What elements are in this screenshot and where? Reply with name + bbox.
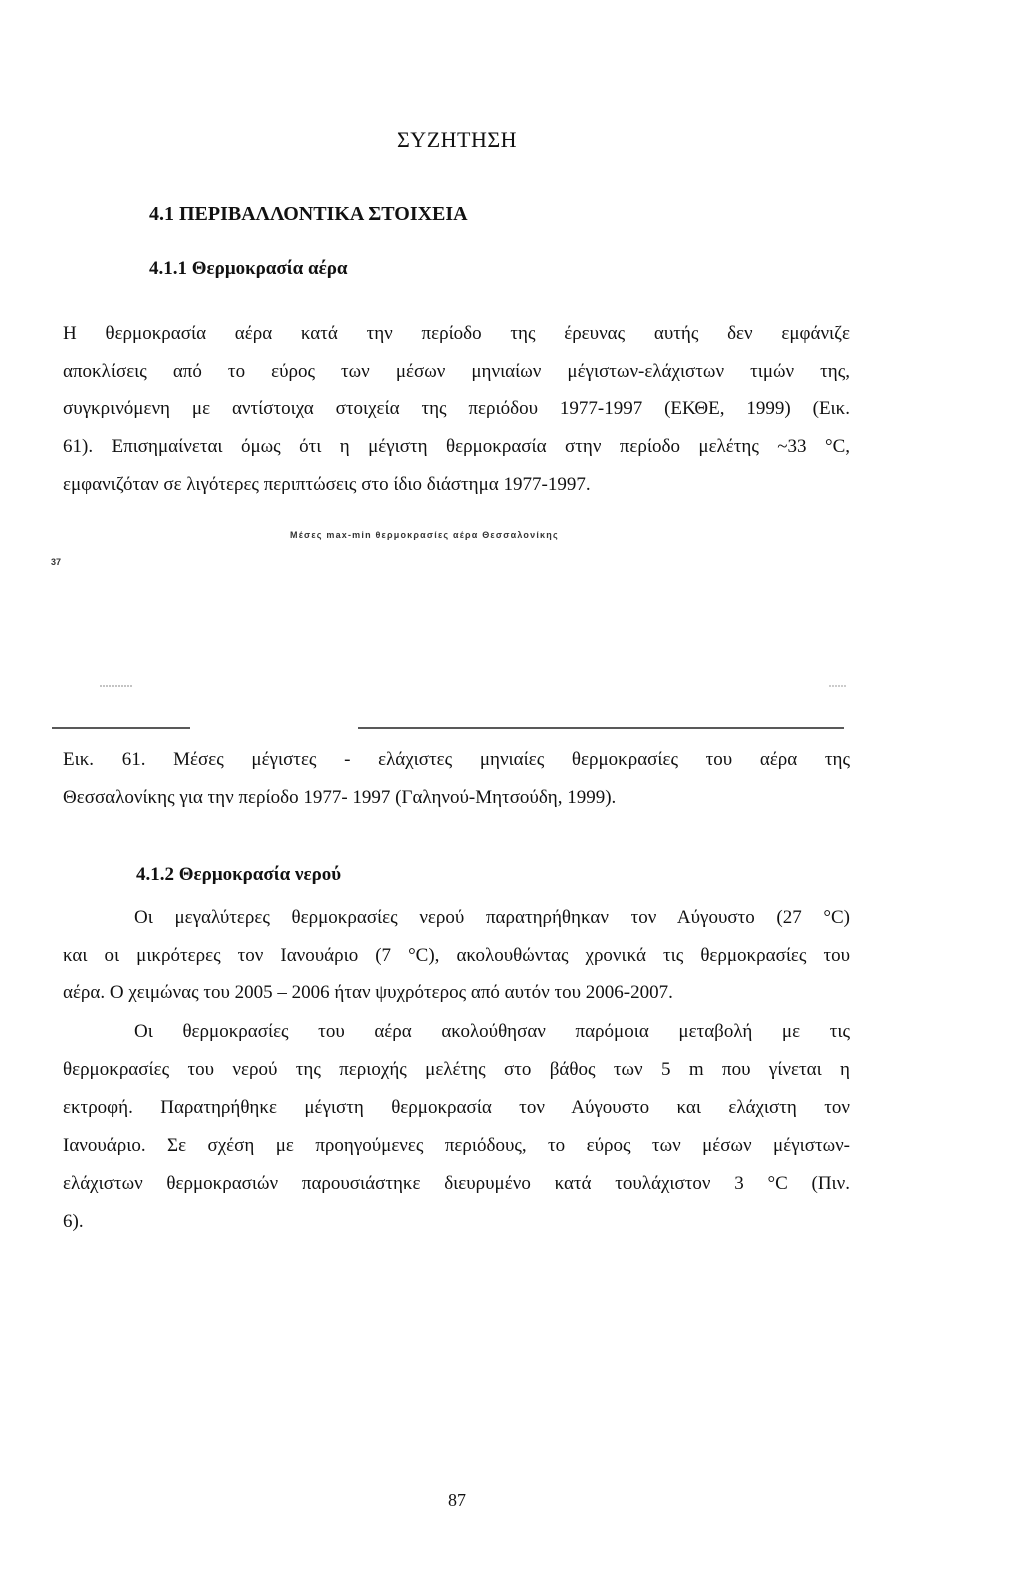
paragraph-3-line-5: ελάχιστων θερμοκρασιών παρουσιάστηκε διευρυμένο κατά τουλάχιστον 3 °C (Πιν.: [63, 1173, 850, 1194]
paragraph-3-line-6: 6).: [63, 1211, 84, 1232]
subsection-heading-4-1-1: 4.1.1 Θερμοκρασία αέρα: [149, 258, 348, 279]
figure-caption-line-2: Θεσσαλονίκης για την περίοδο 1977- 1997 (Γαληνού-Μητσούδη, 1999).: [63, 787, 617, 808]
paragraph-1-line-4: 61). Επισημαίνεται όμως ότι η μέγιστη θερμοκρασία στην περίοδο μελέτης ~33 °C,: [63, 436, 850, 457]
paragraph-3-line-4: Ιανουάριο. Σε σχέση με προηγούμενες περιόδους, το εύρος των μέσων μέγιστων-: [63, 1135, 850, 1156]
paragraph-1-line-5: εμφανιζόταν σε λιγότερες περιπτώσεις στο ίδιο διάστημα 1977-1997.: [63, 474, 591, 495]
section-title: ΣΥΖΗΤΗΣΗ: [397, 127, 518, 152]
paragraph-2-line-2: και οι μικρότερες τον Ιανουάριο (7 °C), ακολουθώντας χρονικά τις θερμοκρασίες του: [63, 945, 850, 966]
page-number: 87: [448, 1490, 466, 1510]
chart-y-tick: 37: [51, 557, 62, 567]
paragraph-1-line-1: Η θερμοκρασία αέρα κατά την περίοδο της έρευνας αυτής δεν εμφάνιζε: [63, 323, 850, 344]
subsection-heading-4-1-2: 4.1.2 Θερμοκρασία νερού: [136, 864, 342, 885]
paragraph-3-line-1: Οι θερμοκρασίες του αέρα ακολούθησαν παρόμοια μεταβολή με τις: [134, 1021, 850, 1042]
chart-axes: [0, 0, 1024, 760]
paragraph-2-line-3: αέρα. Ο χειμώνας του 2005 – 2006 ήταν ψυχρότερος από αυτόν του 2006-2007.: [63, 982, 673, 1003]
figure-caption-line-1: Εικ. 61. Μέσες μέγιστες - ελάχιστες μηνιαίες θερμοκρασίες του αέρα της: [63, 749, 850, 770]
paragraph-1-line-2: αποκλίσεις από το εύρος των μέσων μηνιαίων μέγιστων-ελάχιστων τιμών της,: [63, 361, 850, 382]
paragraph-3-line-3: εκτροφή. Παρατηρήθηκε μέγιστη θερμοκρασία τον Αύγουστο και ελάχιστη τον: [63, 1097, 850, 1118]
paragraph-3-line-2: θερμοκρασίες του νερού της περιοχής μελέτης στο βάθος των 5 m που γίνεται η: [63, 1059, 850, 1080]
paragraph-1-line-3: συγκρινόμενη με αντίστοιχα στοιχεία της περιόδου 1977-1997 (ΕΚΘΕ, 1999) (Εικ.: [63, 398, 850, 419]
subsection-heading-4-1: 4.1 ΠΕΡΙΒΑΛΛΟΝΤΙΚΑ ΣΤΟΙΧΕΙΑ: [149, 203, 468, 225]
paragraph-2-line-1: Οι μεγαλύτερες θερμοκρασίες νερού παρατηρήθηκαν τον Αύγουστο (27 °C): [134, 907, 850, 928]
chart-title: Μέσες max-min θερμοκρασίες αέρα Θεσσαλονίκης: [290, 530, 559, 540]
